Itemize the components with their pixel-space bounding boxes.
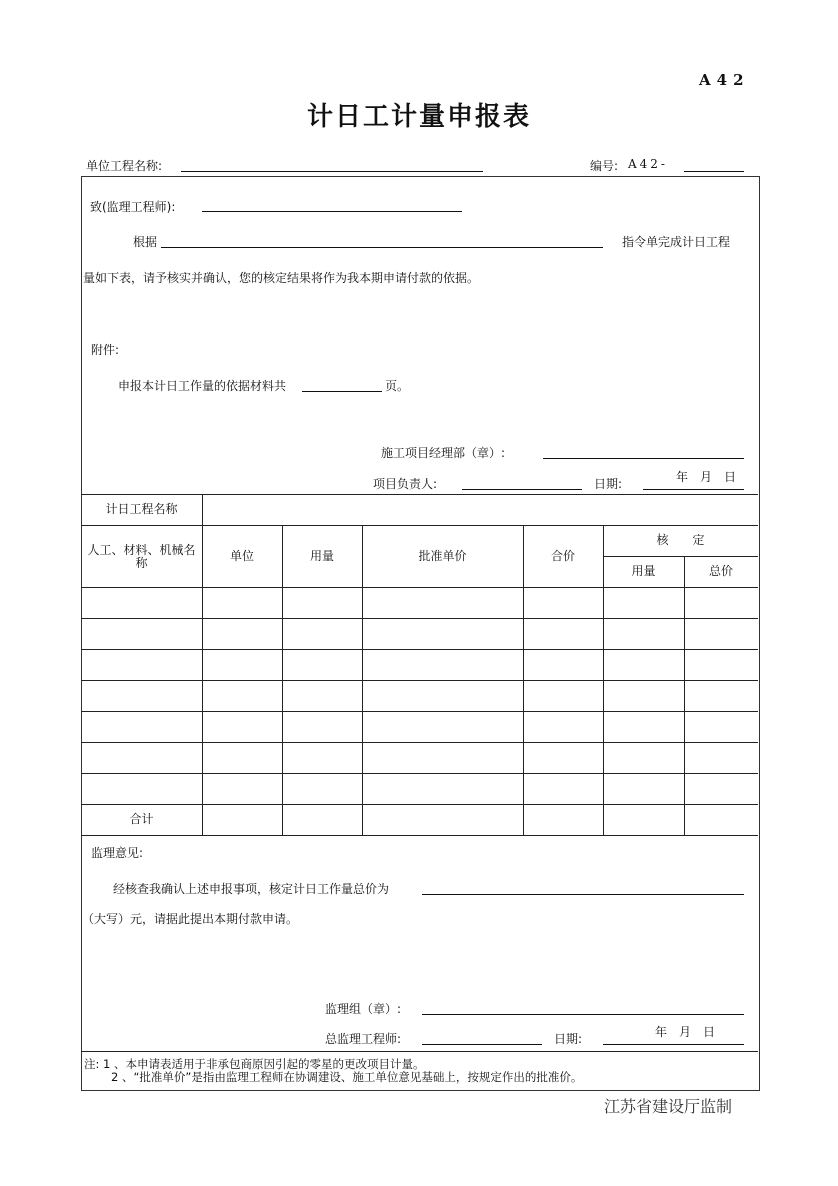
supervision-group-label: 监理组（章）: [325,1002,402,1016]
cell-quantity[interactable] [283,588,362,618]
supervision-opinion-label: 监理意见: [91,846,144,860]
attachment-suffix: 页。 [385,379,410,393]
table-bottom-border [81,835,758,836]
cell-item-name[interactable] [82,712,202,742]
cell-subtotal[interactable] [524,743,603,773]
number-prefix: A42- [628,157,668,171]
notes-divider [81,1051,758,1052]
contractor-date-ymd: 年 月 日 [676,470,737,484]
cell-approved-price[interactable] [363,619,523,649]
cell-verified-total[interactable] [685,712,758,742]
cell-item-name[interactable] [82,681,202,711]
form-code: A42 [699,71,750,89]
cell-quantity[interactable] [283,681,362,711]
chief-engineer-field[interactable] [422,1044,542,1045]
cell-verified-quantity[interactable] [604,681,684,711]
cell-approved-price[interactable] [363,774,523,804]
project-name-label: 单位工程名称: [86,159,163,173]
project-name-header: 计日工程名称 [105,502,178,516]
attachment-pages-field[interactable] [302,391,382,392]
cell-approved-price[interactable] [363,681,523,711]
total-verified-quantity[interactable] [604,805,684,835]
column-header-approved-price: 批准单价 [418,548,467,563]
cell-item-name[interactable] [82,774,202,804]
cell-approved-price[interactable] [363,650,523,680]
cell-subtotal[interactable] [524,681,603,711]
project-name-field[interactable] [181,171,483,172]
cell-subtotal[interactable] [524,650,603,680]
cell-verified-total[interactable] [685,650,758,680]
column-header-subtotal: 合价 [550,548,575,563]
project-manager-field[interactable] [462,489,582,490]
basis-suffix: 指令单完成计日工程 [622,235,731,249]
total-approved-price[interactable] [363,805,523,835]
cell-verified-quantity[interactable] [604,588,684,618]
supervision-date-field[interactable] [603,1044,744,1045]
column-header-unit: 单位 [229,548,254,563]
cell-quantity[interactable] [283,743,362,773]
cell-unit[interactable] [203,681,282,711]
cell-unit[interactable] [203,650,282,680]
cell-verified-total[interactable] [685,588,758,618]
instruction-number-field[interactable] [161,247,603,248]
total-verified-total[interactable] [685,805,758,835]
cell-verified-quantity[interactable] [604,650,684,680]
total-subtotal[interactable] [524,805,603,835]
project-name-value[interactable] [203,495,758,525]
cell-verified-quantity[interactable] [604,712,684,742]
cell-subtotal[interactable] [524,712,603,742]
note-line-2: 2 、“批准单价”是指由监理工程师在协调建设、施工单位意见基础上，按规定作出的批准价。 [111,1070,583,1084]
cell-verified-quantity[interactable] [604,619,684,649]
supervision-amount-text: （大写）元，请据此提出本期付款申请。 [82,912,299,926]
contractor-dept-label: 施工项目经理部（章）: [381,446,506,460]
number-field[interactable] [684,171,744,172]
cell-unit[interactable] [203,588,282,618]
cell-subtotal[interactable] [524,588,603,618]
page-title: 计日工计量申报表 [306,102,531,132]
cell-unit[interactable] [203,743,282,773]
cell-verified-total[interactable] [685,619,758,649]
attachment-prefix: 申报本计日工作量的依据材料共 [118,379,287,393]
cell-unit[interactable] [203,774,282,804]
cell-item-name[interactable] [82,743,202,773]
to-engineer-field[interactable] [202,211,462,212]
number-label: 编号: [590,159,619,173]
contractor-date-field[interactable] [643,489,744,490]
cell-approved-price[interactable] [363,712,523,742]
column-header-verified: 核 定 [656,533,705,547]
cell-quantity[interactable] [283,619,362,649]
chief-engineer-label: 总监理工程师: [325,1032,402,1046]
attachment-label: 附件: [91,343,120,357]
cell-item-name[interactable] [82,588,202,618]
cell-quantity[interactable] [283,650,362,680]
cell-quantity[interactable] [283,774,362,804]
cell-verified-total[interactable] [685,681,758,711]
to-engineer-label: 致(监理工程师): [90,200,176,214]
column-header-verified-quantity: 用量 [631,564,656,578]
cell-unit[interactable] [203,619,282,649]
cell-unit[interactable] [203,712,282,742]
project-manager-label: 项目负责人: [373,477,438,491]
cell-approved-price[interactable] [363,743,523,773]
cell-item-name[interactable] [82,650,202,680]
cell-item-name[interactable] [82,619,202,649]
supervision-date-ymd: 年 月 日 [655,1025,716,1039]
cell-approved-price[interactable] [363,588,523,618]
verified-total-amount-field[interactable] [422,894,744,895]
total-quantity[interactable] [283,805,362,835]
note-line-1: 注: 1 、本申请表适用于非承包商原因引起的零星的更改项目计量。 [84,1057,425,1071]
cell-verified-quantity[interactable] [604,774,684,804]
cell-verified-total[interactable] [685,774,758,804]
cell-verified-quantity[interactable] [604,743,684,773]
cell-verified-total[interactable] [685,743,758,773]
contractor-dept-field[interactable] [543,458,744,459]
application-body: 量如下表，请予核实并确认，您的核定结果将作为我本期申请付款的依据。 [83,271,480,285]
cell-quantity[interactable] [283,712,362,742]
column-header-item-name: 人工、材料、机械名称 [87,542,196,570]
column-header-verified-total: 总价 [708,564,733,578]
contractor-date-label: 日期: [594,477,623,491]
total-row-label: 合计 [129,812,154,826]
cell-subtotal[interactable] [524,619,603,649]
supervision-group-field[interactable] [422,1014,744,1015]
supervision-confirm-text: 经核查我确认上述申报事项，核定计日工作量总价为 [113,882,390,896]
supervision-date-label: 日期: [554,1032,583,1046]
cell-subtotal[interactable] [524,774,603,804]
basis-prefix: 根据 [133,235,158,249]
total-unit[interactable] [203,805,282,835]
column-header-quantity: 用量 [309,548,334,563]
issuer-label: 江苏省建设厅监制 [604,1097,733,1116]
